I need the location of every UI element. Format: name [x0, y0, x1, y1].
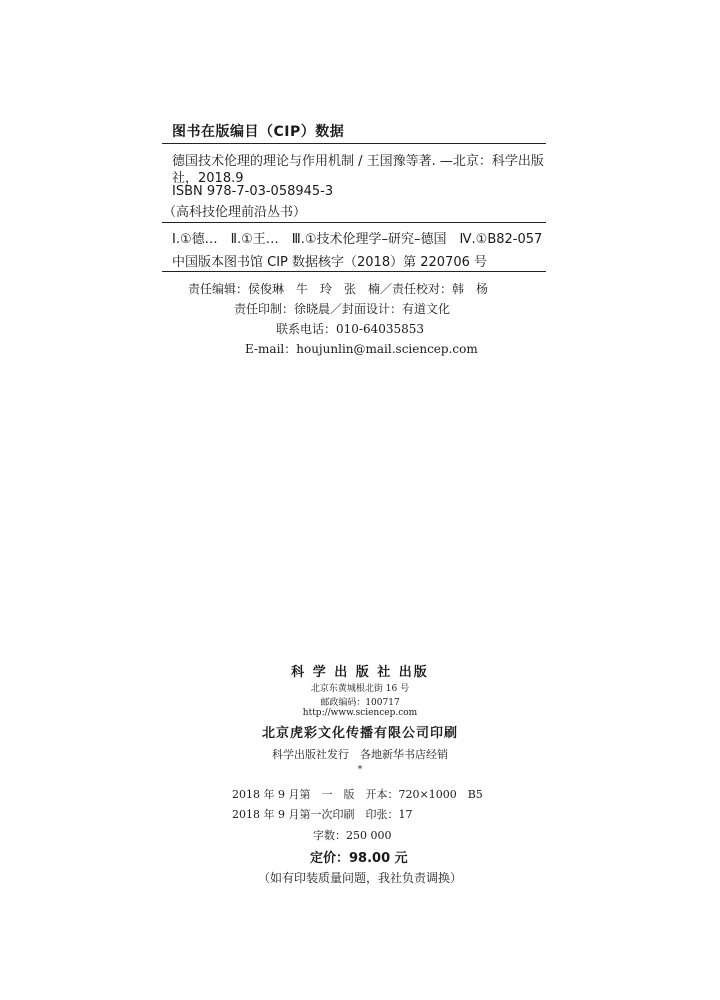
cip-bottom-rule [162, 271, 546, 272]
cip-top-rule [162, 143, 546, 144]
cip-data-number: 中国版本图书馆 CIP 数据核字（2018）第 220706 号 [172, 255, 487, 270]
publisher-name: 科 学 出 版 社 出版 [291, 665, 429, 680]
publisher-postcode: 邮政编码：100717 [320, 698, 400, 708]
word-count: 字数：250 000 [313, 829, 392, 842]
cip-isbn: ISBN 978-7-03-058945-3 [172, 184, 334, 199]
first-printing: 2018 年 9 月第一次印刷 印张：17 [232, 808, 413, 821]
quality-note: （如有印装质量问题，我社负责调换） [257, 871, 462, 885]
cip-heading: 图书在版编目（CIP）数据 [172, 124, 345, 140]
responsible-editors: 责任编辑：侯俊琳 牛 玲 张 楠／责任校对：韩 杨 [188, 282, 489, 296]
contact-email: E-mail：houjunlin@mail.sciencep.com [245, 342, 478, 356]
publisher-url: http://www.sciencep.com [302, 708, 418, 718]
publisher-address: 北京东黄城根北街 16 号 [310, 684, 410, 694]
cip-middle-rule [162, 222, 546, 223]
first-edition: 2018 年 9 月第 一 版 开本：720×1000 B5 [232, 788, 483, 801]
cip-series: （高科技伦理前沿丛书） [163, 205, 307, 220]
distribution: 科学出版社发行 各地新华书店经销 [272, 748, 448, 761]
book-price: 定价：98.00 元 [310, 851, 408, 866]
contact-phone: 联系电话：010-64035853 [276, 322, 425, 336]
printer-name: 北京虎彩文化传播有限公司印刷 [261, 726, 458, 741]
separator-star: * [357, 765, 363, 775]
cip-publisher-line: 社，2018.9 [172, 171, 244, 186]
responsible-printing: 责任印制：徐晓晨／封面设计：有道文化 [234, 302, 451, 316]
cip-title-line: 德国技术伦理的理论与作用机制 / 王国豫等著. —北京：科学出版 [172, 154, 544, 169]
cip-classification: Ⅰ.①德… Ⅱ.①王… Ⅲ.①技术伦理学–研究–德国 Ⅳ.①B82-057 [172, 232, 543, 247]
